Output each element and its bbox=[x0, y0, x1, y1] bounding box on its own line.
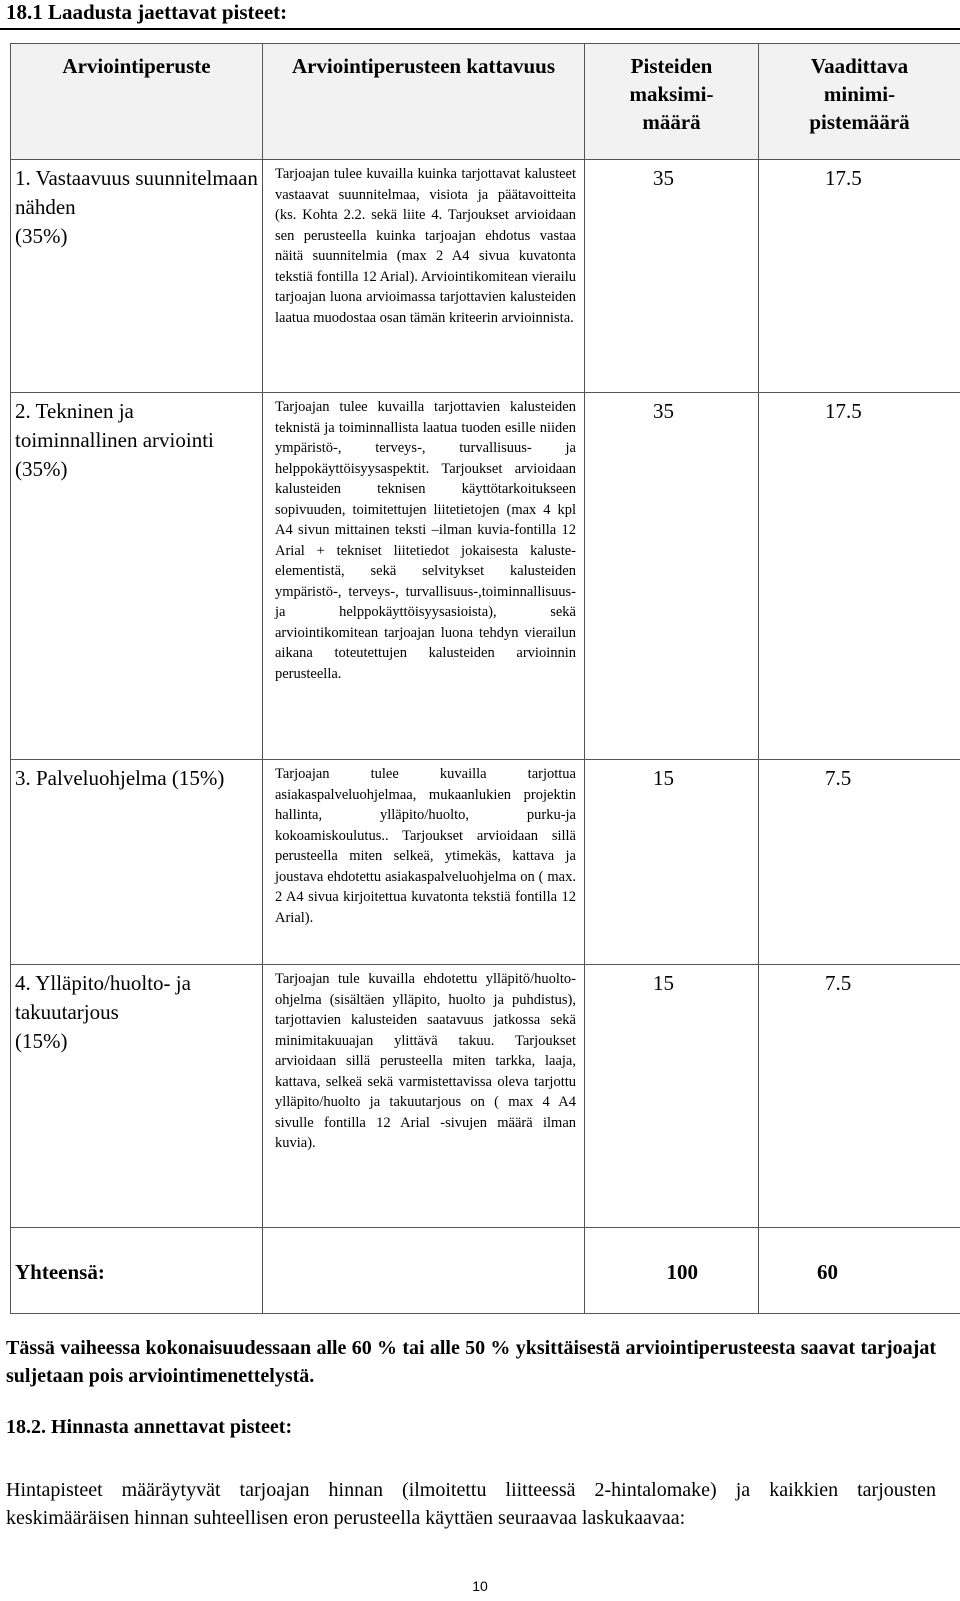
coverage-cell bbox=[263, 965, 585, 1228]
title-underline bbox=[0, 28, 960, 30]
total-label-cell bbox=[11, 1228, 263, 1314]
total-max-value: 100 bbox=[666, 1260, 698, 1284]
max-points-cell bbox=[585, 393, 759, 760]
min-points-value: 17.5 bbox=[825, 399, 862, 423]
criterion-cell bbox=[11, 965, 263, 1228]
header-max-points-label: Pisteiden maksimi- määrä bbox=[629, 54, 714, 134]
max-points-value: 35 bbox=[653, 166, 674, 190]
price-points-paragraph: Hintapisteet määräytyvät tarjoajan hinnan (ilmoitettu liitteessä 2-hintalomake) ja kaikkien tarjousten keskimääräisen hinnan suhteellisen eron perusteella käyttäen seuraavaa laskukaavaa: bbox=[6, 1479, 936, 1529]
min-points-cell bbox=[759, 393, 960, 760]
criterion-cell bbox=[11, 160, 263, 393]
min-points-value: 7.5 bbox=[825, 971, 852, 995]
min-points-value: 17.5 bbox=[825, 166, 862, 190]
max-points-cell bbox=[585, 160, 759, 393]
criterion-cell bbox=[11, 393, 263, 760]
criterion-description: Tarjoajan tule kuvailla ehdotettu ylläpitö/huolto-ohjelma (sisältäen ylläpito, huolto ja puhdistus), tarjottavien kalusteiden saatavuus jatkossa sekä minimitakuuajan ylittävä takuu. Tarjoukset arvioidaan sillä perusteella miten tarkka, laaja, kattava, selkeä sekä varmistettavissa oleva tarjottu ylläpito/huolto ja takuutarjous on ( max 4 A4 sivulle fontilla 12 Arial -sivujen määrä ilman kuvia). bbox=[275, 971, 576, 1151]
max-points-value: 35 bbox=[653, 399, 674, 423]
table-row bbox=[11, 965, 960, 1228]
min-points-cell bbox=[759, 965, 960, 1228]
total-max-cell bbox=[585, 1228, 759, 1314]
criterion-description: Tarjoajan tulee kuvailla kuinka tarjottavat kalusteet vastaavat suunnitelmaa, visiota ja päätavoitteita (ks. Kohta 2.2. sekä liite 4. Tarjoukset arvioidaan sen perusteella kuinka tarjoajan ehdotus vastaa näitä suunnitelmia (max 2 A4 sivua kuvatonta tekstiä fontilla 12 Arial). Arviointikomitean vierailu tarjoajan luona arvioimassa tarjottavien kalusteiden laatua muodostaa osan tämän kriteerin arvioinnista. bbox=[275, 166, 576, 326]
total-label: Yhteensä: bbox=[15, 1260, 105, 1284]
max-points-cell bbox=[585, 760, 759, 965]
table-row bbox=[11, 393, 960, 760]
criterion-name: 4. Ylläpito/huolto- ja takuutarjous bbox=[15, 971, 191, 1024]
header-coverage: Arviointiperusteen kattavuus bbox=[263, 44, 585, 160]
table-header-row bbox=[11, 44, 960, 160]
total-min-value: 60 bbox=[817, 1260, 838, 1284]
criterion-weight: (35%) bbox=[15, 224, 68, 248]
header-max-points bbox=[585, 44, 759, 160]
criterion-name: 2. Tekninen ja toiminnallinen arviointi bbox=[15, 399, 214, 452]
exclusion-note: Tässä vaiheessa kokonaisuudessaan alle 60 % tai alle 50 % yksittäisestä arviointiperusteesta saavat tarjoajat suljetaan pois arviointimenettelystä. bbox=[6, 1337, 936, 1387]
criterion-weight: (15%) bbox=[15, 1029, 68, 1053]
total-min-cell bbox=[759, 1228, 960, 1314]
criterion-weight: (35%) bbox=[15, 457, 68, 481]
total-empty-cell bbox=[263, 1228, 585, 1314]
header-criterion: Arviointiperuste bbox=[11, 44, 263, 160]
coverage-cell bbox=[263, 760, 585, 965]
min-points-cell bbox=[759, 160, 960, 393]
coverage-cell bbox=[263, 393, 585, 760]
coverage-cell bbox=[263, 160, 585, 393]
criteria-table bbox=[10, 43, 960, 1314]
page-number: 10 bbox=[472, 1578, 488, 1594]
criterion-description: Tarjoajan tulee kuvailla tarjottavien kalusteiden teknistä ja toiminnallista laatua tuoden esille niiden ympäristö-, terveys-, turvallisuus- ja helppokäyttöisyysaspektit. Tarjoukset arvioidaan kalusteiden teknisen käyttötarkoitukseen sopivuuden, toimitettujen liitetietojen (max 4 kpl A4 sivun mittainen teksti –ilman kuvia-fontilla 12 Arial + tekniset liitetiedot jokaisesta kaluste-elementistä, sekä selvitykset kalusteiden ympäristö-, terveys-, turvallisuus-,toiminnallisuus- ja helppokäyttöisyysasioista), sekä arviointikomitean tarjoajan luona tehdyn vierailun aikana toteutettujen kalusteiden arvioinnin perusteella. bbox=[275, 399, 576, 682]
section-title: 18.1 Laadusta jaettavat pisteet: bbox=[6, 0, 288, 24]
table-row bbox=[11, 760, 960, 965]
min-points-value: 7.5 bbox=[825, 766, 852, 790]
criterion-name: 1. Vastaavuus suunnitelmaan nähden bbox=[15, 166, 258, 219]
max-points-value: 15 bbox=[653, 971, 674, 995]
table-row bbox=[11, 160, 960, 393]
criterion-description: Tarjoajan tulee kuvailla tarjottua asiakaspalveluohjelmaa, mukaanlukien projektin hallinta, ylläpito/huolto, purku-ja kokoamiskoulutus.. Tarjoukset arvioidaan sillä perusteella miten selkeä, ytimekäs, kattava ja joustava ehdotettu asiakaspalveluohjelma on ( max. 2 A4 sivua kirjoitettua kuvatonta tekstiä fontilla 12 Arial). bbox=[275, 766, 576, 926]
total-row bbox=[11, 1228, 960, 1314]
criterion-name: 3. Palveluohjelma (15%) bbox=[15, 766, 225, 790]
header-min-points bbox=[759, 44, 960, 160]
min-points-cell bbox=[759, 760, 960, 965]
max-points-cell bbox=[585, 965, 759, 1228]
criterion-cell bbox=[11, 760, 263, 965]
header-min-points-label: Vaadittava minimi- pistemäärä bbox=[809, 54, 910, 134]
subsection-title: 18.2. Hinnasta annettavat pisteet: bbox=[6, 1416, 293, 1438]
max-points-value: 15 bbox=[653, 766, 674, 790]
